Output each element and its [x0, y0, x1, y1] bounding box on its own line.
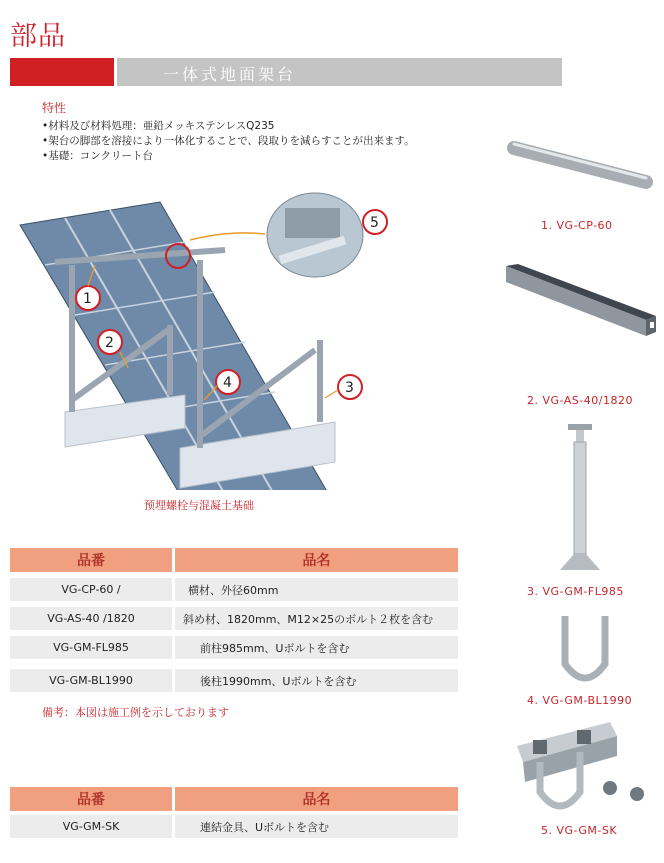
joint-detail-inset	[267, 193, 363, 277]
table1-row-3-number: VG-GM-FL985	[10, 636, 172, 659]
diagram-caption: 预埋螺栓与混凝土基础	[144, 499, 254, 512]
part-label-1: 1. VG-CP-60	[541, 219, 613, 232]
table1-header-part-name: 品名	[175, 548, 458, 572]
table1-row-1-name: 横材、外径60mm	[175, 578, 458, 601]
callout-3: 3	[345, 380, 354, 396]
table2-row-1-number: VG-GM-SK	[10, 815, 172, 838]
connector-kit-part-image	[505, 712, 660, 822]
note-text: 備考：本図は施工例を示しております	[42, 706, 229, 719]
feature-item-foundation: •基礎：コンクリート台	[42, 150, 153, 162]
feature-item-welding: •架台の脚部を溶接により一体化することで、段取りを減らすことが出来ます。	[42, 135, 415, 147]
callout-2: 2	[105, 335, 114, 351]
feature-item-material: •材料及び材料処理：亜鉛メッキステンレスQ235	[42, 120, 275, 132]
front-post-part-image	[550, 422, 610, 574]
table1-row-1-number: VG-CP-60 /	[10, 578, 172, 601]
callout-5: 5	[370, 215, 379, 231]
part-label-2: 2. VG-AS-40/1820	[527, 394, 633, 407]
table1-row-2-name: 斜め材、1820mm、M12×25のボルト２枚を含む	[175, 607, 458, 630]
table1-row-4-name: 後柱1990mm、Uボルトを含む	[175, 669, 458, 692]
callout-4: 4	[223, 375, 232, 391]
table1-header-part-number: 品番	[10, 548, 172, 572]
table2-header-part-number: 品番	[10, 787, 172, 811]
u-bolt-part-image	[555, 612, 615, 694]
part-label-3: 3. VG-GM-FL985	[527, 585, 624, 598]
table1-row-4-number: VG-GM-BL1990	[10, 669, 172, 692]
part-label-5: 5. VG-GM-SK	[541, 824, 618, 837]
part-label-4: 4. VG-GM-BL1990	[527, 694, 633, 707]
mounting-structure-diagram	[10, 190, 400, 490]
table1-row-3-name: 前柱985mm、Uボルトを含む	[175, 636, 458, 659]
section-title: 一体式地面架台	[163, 65, 297, 84]
pipe-part-image	[500, 130, 660, 200]
section-band-accent	[10, 58, 114, 86]
callout-1: 1	[83, 291, 92, 307]
features-title: 特性	[42, 101, 67, 115]
table2-row-1-name: 連結金具、Uボルトを含む	[175, 815, 458, 838]
table2-header-part-name: 品名	[175, 787, 458, 811]
page-title: 部品	[10, 21, 66, 52]
channel-part-image	[500, 260, 662, 350]
table1-row-2-number: VG-AS-40 /1820	[10, 607, 172, 630]
